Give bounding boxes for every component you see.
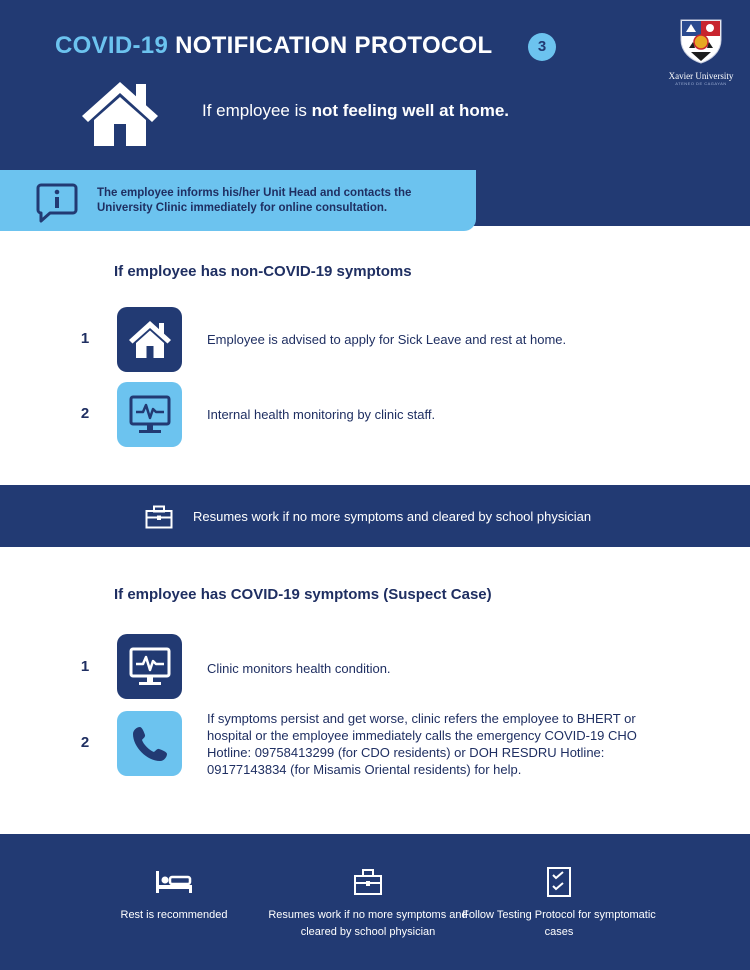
covid-step-1-text: Clinic monitors health condition. <box>207 661 391 676</box>
footer-item-rest <box>74 866 274 924</box>
info-text: The employee informs his/her Unit Head and contacts the University Clinic immediately for online consultation. <box>97 187 412 214</box>
covid-step-1-number: 1 <box>80 658 90 675</box>
covid-step-2-text: If symptoms persist and get worse, clinic refers the employee to BHERT or hospital or the employee immediately calls the emergency COVID-19 CHO Hotline: 09758413299 (for CDO residents) or DOH RESDRU Hotline: 09177143834 (for Misamis Oriental residents) for help. <box>207 711 637 777</box>
non-covid-step-2-number: 2 <box>80 405 90 422</box>
header-message-prefix: If employee is <box>202 101 312 120</box>
house-icon <box>117 307 182 372</box>
covid-step-2-number: 2 <box>80 734 90 751</box>
title-main: NOTIFICATION PROTOCOL <box>175 32 493 59</box>
non-covid-step-2-text: Internal health monitoring by clinic staff. <box>207 407 436 422</box>
step-number-badge: 3 <box>528 33 556 61</box>
non-covid-step-1-number: 1 <box>80 330 90 347</box>
logo-subtext: ATENEO DE CAGAYAN <box>675 81 727 86</box>
covid-section-title: If employee has COVID-19 symptoms (Suspect Case) <box>114 586 492 603</box>
page-title <box>55 32 492 60</box>
briefcase-icon <box>145 505 173 534</box>
checklist-icon <box>546 866 572 898</box>
non-covid-step-1-text: Employee is advised to apply for Sick Leave and rest at home. <box>207 332 567 347</box>
footer-item-testing-protocol <box>459 866 659 941</box>
footer-item-resume-work <box>268 866 468 941</box>
university-logo <box>666 18 736 86</box>
header-message <box>202 101 509 121</box>
header-message-bold: not feeling well at home. <box>311 101 510 120</box>
footer-item-rest-label: Rest is recommended <box>120 909 228 921</box>
footer-item-resume-work-label: Resumes work if no more symptoms and cleared by school physician <box>268 909 468 938</box>
house-icon <box>80 80 160 151</box>
briefcase-icon <box>353 866 383 898</box>
info-speech-bubble-icon <box>36 182 78 229</box>
non-covid-section-title: If employee has non-COVID-19 symptoms <box>114 263 412 280</box>
title-accent: COVID-19 <box>55 32 169 59</box>
monitor-icon <box>117 634 182 699</box>
shield-icon <box>679 18 723 64</box>
bed-icon <box>154 866 194 898</box>
logo-text: Xavier University <box>668 71 734 81</box>
resume-work-banner-text: Resumes work if no more symptoms and cleared by school physician <box>193 509 592 524</box>
footer-item-testing-protocol-label: Follow Testing Protocol for symptomatic cases <box>462 909 656 938</box>
monitor-icon <box>117 382 182 447</box>
phone-icon <box>117 711 182 776</box>
